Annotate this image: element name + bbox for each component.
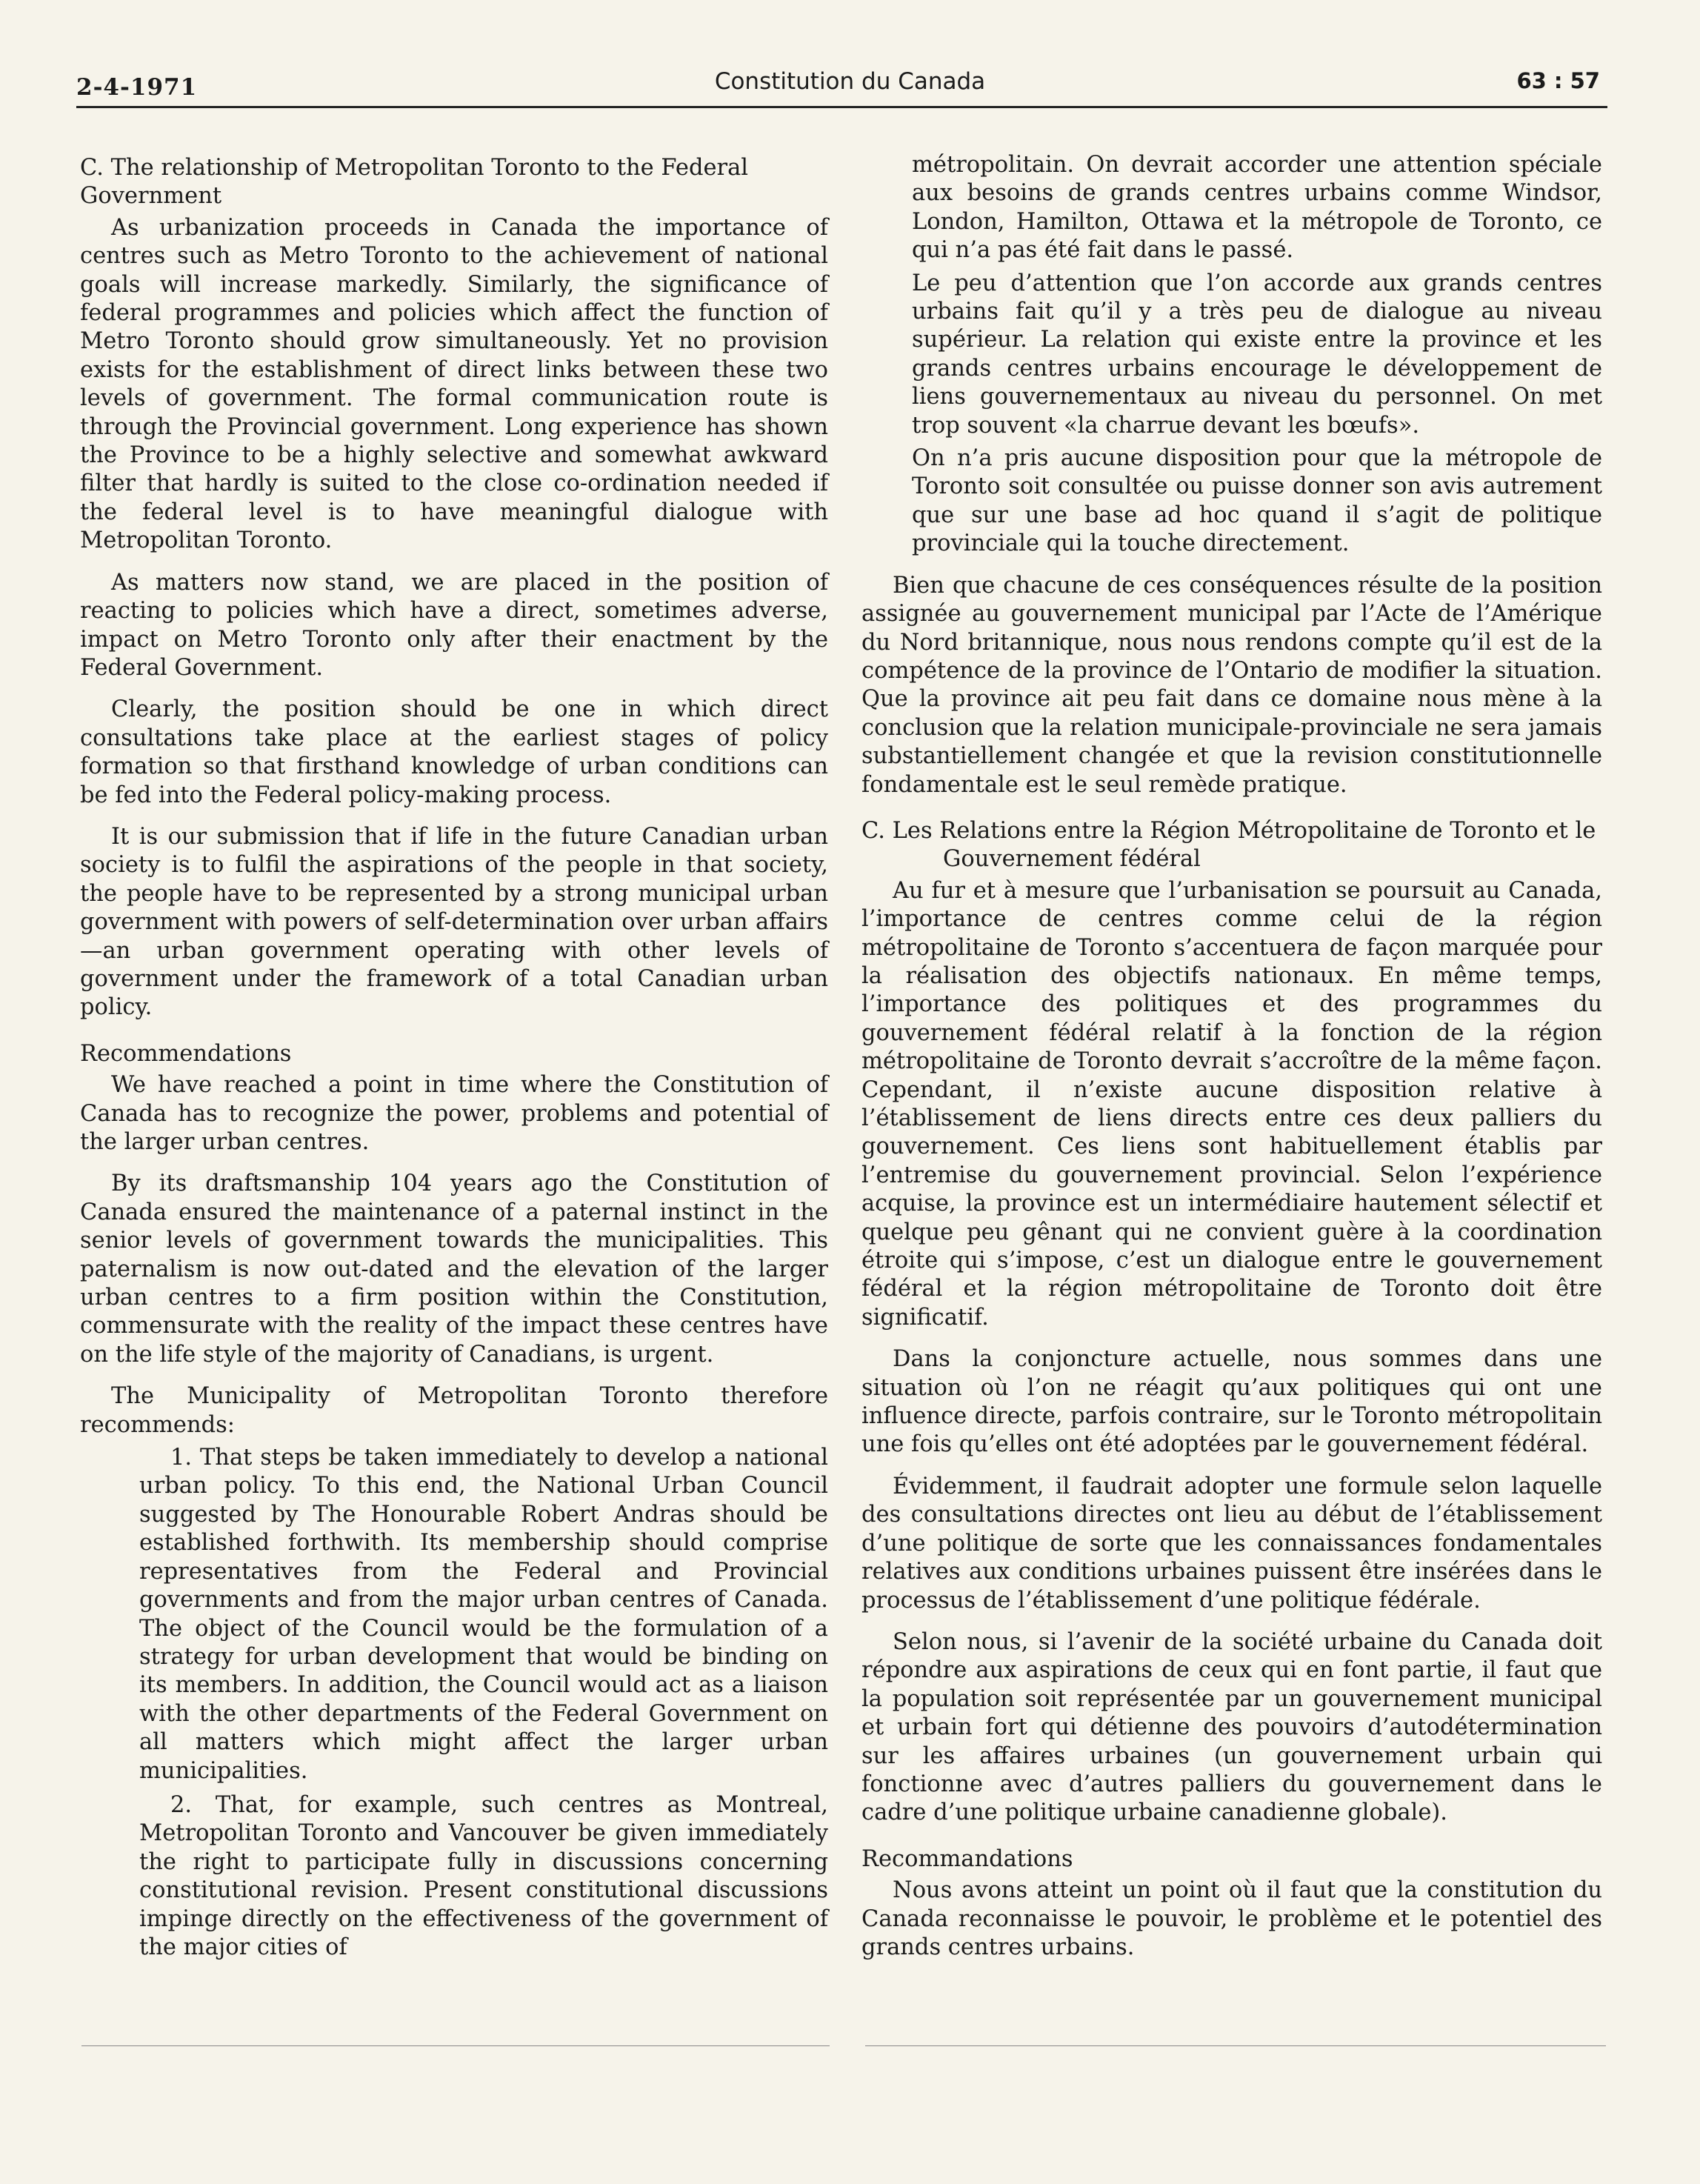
paragraph: As matters now stand, we are placed in the position of reacting to policies which have a direct, sometimes adverse, impact on Metro Toronto only after their enactment by the Federal Government. <box>80 569 828 681</box>
section-heading: C. The relationship of Metropolitan Toronto to the Federal Government <box>80 155 749 210</box>
recommendation-item: 2. That, for example, such centres as Montreal, Metropolitan Toronto and Vancouver be given immediately the right to participate fully in discussions concerning constitutional revision. Present constitutional discussions impinge directly on the effectiveness of the government of the major cities of <box>139 1791 828 1960</box>
section-heading: Recommendations <box>80 1040 292 1067</box>
paragraph: Bien que chacune de ces conséquences résulte de la position assignée au gouvernement municipal par l’Acte de l’Amérique du Nord britannique, nous nous rendons compte qu’il est de la compétence de la province de l’Ontario de modifier la situation. Que la province ait peu fait dans ce domaine nous mène à la conclusion que la relation municipale-provinciale ne sera jamais substantiellement changée et que la revision constitutionnelle fondamentale est le seul remède pratique. <box>861 572 1602 798</box>
paragraph: Clearly, the position should be one in which direct consultations take place at the earliest stages of policy formation so that firsthand knowledge of urban conditions can be fed into the Federal policy-making process. <box>80 696 828 808</box>
english-column <box>80 154 828 1966</box>
paragraph: Selon nous, si l’avenir de la société urbaine du Canada doit répondre aux aspirations de ceux qui en font partie, il faut que la population soit représentée par un gouvernement municipal et urbain fort qui détienne des pouvoirs d’autodétermination sur les affaires urbaines (un gouvernement urbain qui fonctionne avec d’autres palliers du gouvernement dans le cadre d’une politique urbaine canadienne globale). <box>861 1628 1602 1826</box>
paragraph: Au fur et à mesure que l’urbanisation se poursuit au Canada, l’importance de centres comme celui de la région métropolitaine de Toronto s’accentuera de façon marquée pour la réalisation des objectifs nationaux. En même temps, l’importance des politiques et des programmes du gouvernement fédéral relatif à la fonction de la région métropolitaine de Toronto devrait s’accroître de la même façon. Cependant, il n’existe aucune disposition relative à l’établissement de liens directs entre ces deux palliers du gouvernement. Ces liens sont habituellement établis par l’entremise du gouvernement provincial. Selon l’expérience acquise, la province est un intermédiaire hautement sélectif et quelque peu gênant qui ne convient guère à la coordination étroite qui s’impose, c’est un dialogue entre le gouvernement fédéral et la région métropolitaine de Toronto doit être significatif. <box>861 877 1602 1331</box>
footer-rule <box>865 2045 1606 2046</box>
paragraph: It is our submission that if life in the future Canadian urban society is to fulfil the aspirations of the people in that society, the people have to be represented by a strong municipal urban government with powers of self-determination over urban affairs—an urban government operating with other levels of government under the framework of a total Canadian urban policy. <box>80 823 828 1021</box>
paragraph: Dans la conjoncture actuelle, nous sommes dans une situation où l’on ne réagit qu’aux politiques qui ont une influence directe, parfois contraire, sur le Toronto métropolitain une fois qu’elles ont été adoptées par le gouvernement fédéral. <box>861 1346 1602 1458</box>
footer-rule <box>81 2045 830 2046</box>
section-heading: C. Les Relations entre la Région Métropolitaine de Toronto et le Gouvernement fédéral <box>861 817 1596 873</box>
header-date: 2-4-1971 <box>76 74 198 101</box>
paragraph: Le peu d’attention que l’on accorde aux grands centres urbains fait qu’il y a très peu de dialogue au niveau supérieur. La relation qui existe entre la province et les grands centres urbains encourage le développement de liens gouvernementaux au niveau du personnel. On met trop souvent «la charrue devant les bœufs». <box>912 270 1602 439</box>
recommendation-item: 1. That steps be taken immediately to develop a national urban policy. To this end, the National Urban Council suggested by The Honourable Robert Andras should be established forthwith. Its membership should comprise representatives from the Federal and Provincial governments and from the major urban centres of Canada. The object of the Council would be the formulation of a strategy for urban development that would be binding on its members. In addition, the Council would act as a liaison with the other departments of the Federal Government on all matters which might affect the larger urban municipalities. <box>139 1445 828 1784</box>
section-heading: Recommandations <box>861 1845 1073 1872</box>
paragraph: The Municipality of Metropolitan Toronto therefore recommends: <box>80 1383 828 1438</box>
paragraph: Évidemment, il faudrait adopter une formule selon laquelle des consultations directes ont lieu au début de l’établissement d’une politique de sorte que les connaissances fondamentales relatives aux conditions urbaines puissent être insérées dans le processus de l’établissement d’une politique fédérale. <box>861 1473 1602 1614</box>
paragraph: By its draftsmanship 104 years ago the Constitution of Canada ensured the maintenance of a paternal instinct in the senior levels of government towards the municipalities. This paternalism is now out-dated and the elevation of the larger urban centres to a firm position within the Constitution, commensurate with the reality of the impact these centres have on the life style of the majority of Canadians, is urgent. <box>80 1171 828 1368</box>
paragraph: métropolitain. On devrait accorder une attention spéciale aux besoins de grands centres urbains comme Windsor, London, Hamilton, Ottawa et la métropole de Toronto, ce qui n’a pas été fait dans le passé. <box>912 152 1602 264</box>
header-rule <box>76 106 1607 108</box>
paragraph: We have reached a point in time where the Constitution of Canada has to recognize the power, problems and potential of the larger urban centres. <box>80 1072 828 1155</box>
header-title: Constitution du Canada <box>714 68 986 95</box>
header-page-number: 63 : 57 <box>1516 68 1600 93</box>
paragraph: On n’a pris aucune disposition pour que la métropole de Toronto soit consultée ou puisse donner son avis autrement que sur une base ad hoc quand il s’agit de politique provinciale qui la touche directement. <box>912 445 1602 557</box>
french-column <box>861 151 1602 1966</box>
paragraph: As urbanization proceeds in Canada the importance of centres such as Metro Toronto to the achievement of national goals will increase markedly. Similarly, the significance of federal programmes and policies which affect the function of Metro Toronto should grow simultaneously. Yet no provision exists for the establishment of direct links between these two levels of government. The formal communication route is through the Provincial government. Long experience has shown the Province to be a highly selective and somewhat awkward filter that hardly is suited to the close co-ordination needed if the federal level is to have meaningful dialogue with Metropolitan Toronto. <box>80 214 828 554</box>
paragraph: Nous avons atteint un point où il faut que la constitution du Canada reconnaisse le pouvoir, le problème et le potentiel des grands centres urbains. <box>861 1877 1602 1960</box>
